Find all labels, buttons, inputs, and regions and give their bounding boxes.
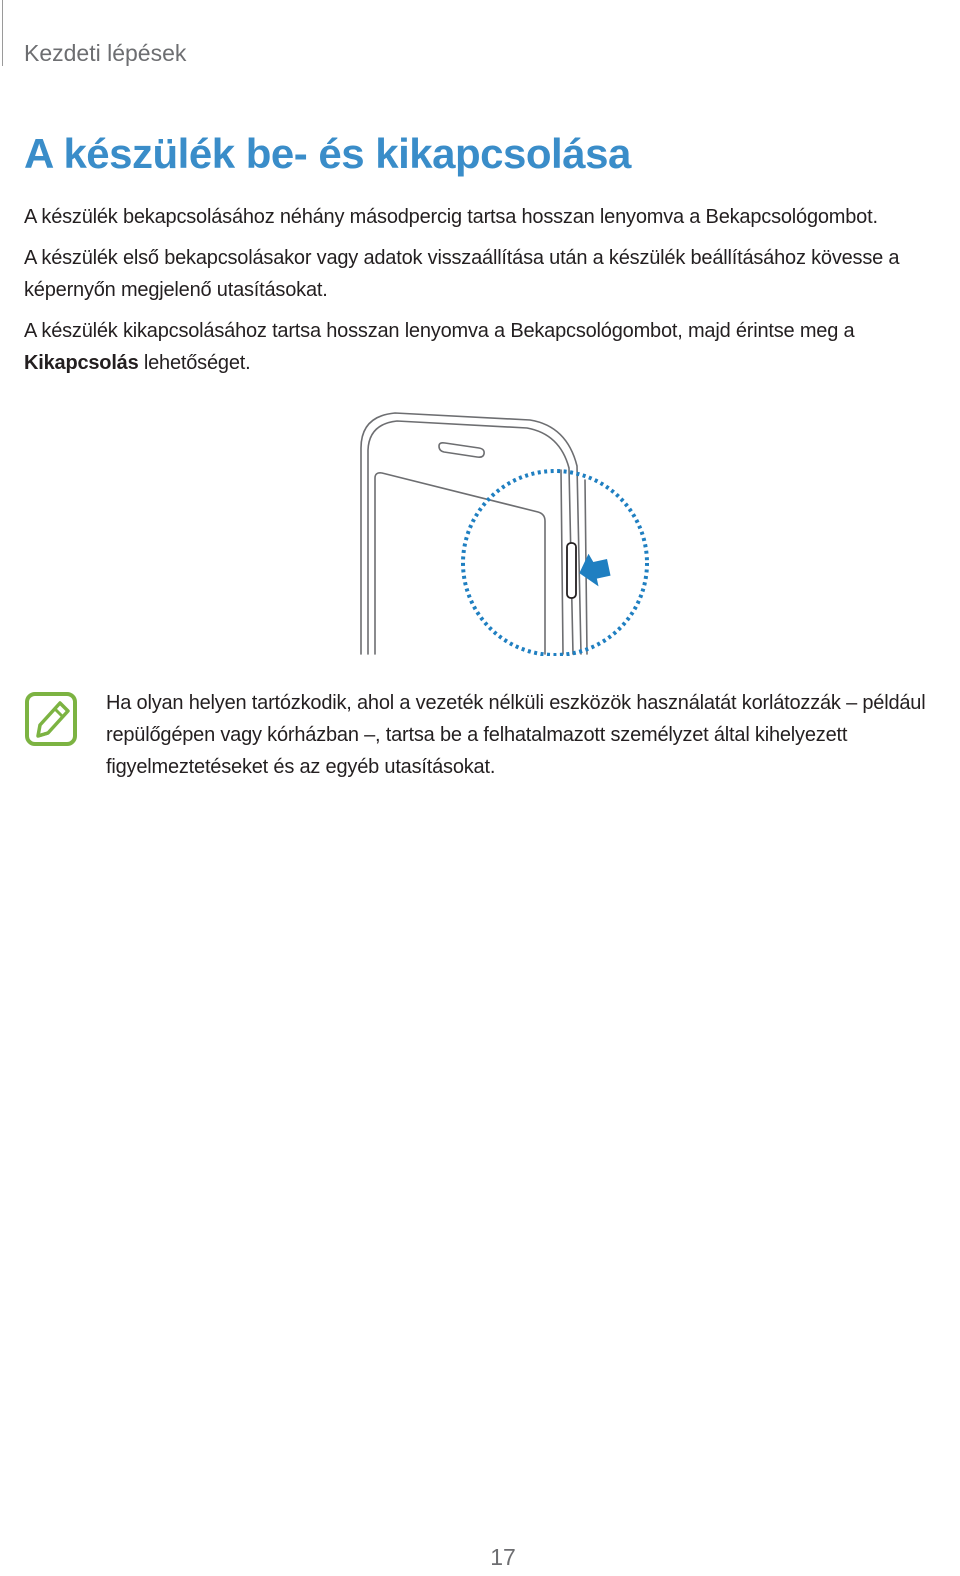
highlight-circle (463, 471, 647, 655)
page-title: A készülék be- és kikapcsolása (24, 130, 631, 177)
paragraph-power-on: A készülék bekapcsolásához néhány másodpercig tartsa hosszan lenyomva a Bekapcsológombot. (24, 206, 878, 228)
power-off-text-end: lehetőséget. (138, 352, 251, 374)
power-off-option-label: Kikapcsolás (24, 352, 139, 374)
press-arrow-icon (576, 550, 612, 589)
paragraph-first-setup: A készülék első bekapcsolásakor vagy adatok visszaállítása után a készülék beállításához kövesse a képernyőn megjelenő utasításokat. (24, 247, 900, 301)
pencil-note-icon (24, 691, 78, 747)
page-number: 17 (490, 1544, 516, 1570)
corner-rule (2, 0, 3, 66)
phone-power-button-illustration (355, 408, 655, 656)
note-text: Ha olyan helyen tartózkodik, ahol a vezeték nélküli eszközök használatát korlátozzák – például repülőgépen vagy kórházban –, tartsa be a felhatalmazott személyzet által kihelyezett figyelmeztetéseket és az egyéb utasításokat. (106, 692, 926, 778)
power-button (567, 543, 576, 598)
power-off-text-start: A készülék kikapcsolásához tartsa hosszan lenyomva a Bekapcsológombot, majd érintse meg a (24, 320, 855, 342)
section-header: Kezdeti lépések (24, 40, 187, 66)
paragraph-power-off (24, 315, 954, 379)
